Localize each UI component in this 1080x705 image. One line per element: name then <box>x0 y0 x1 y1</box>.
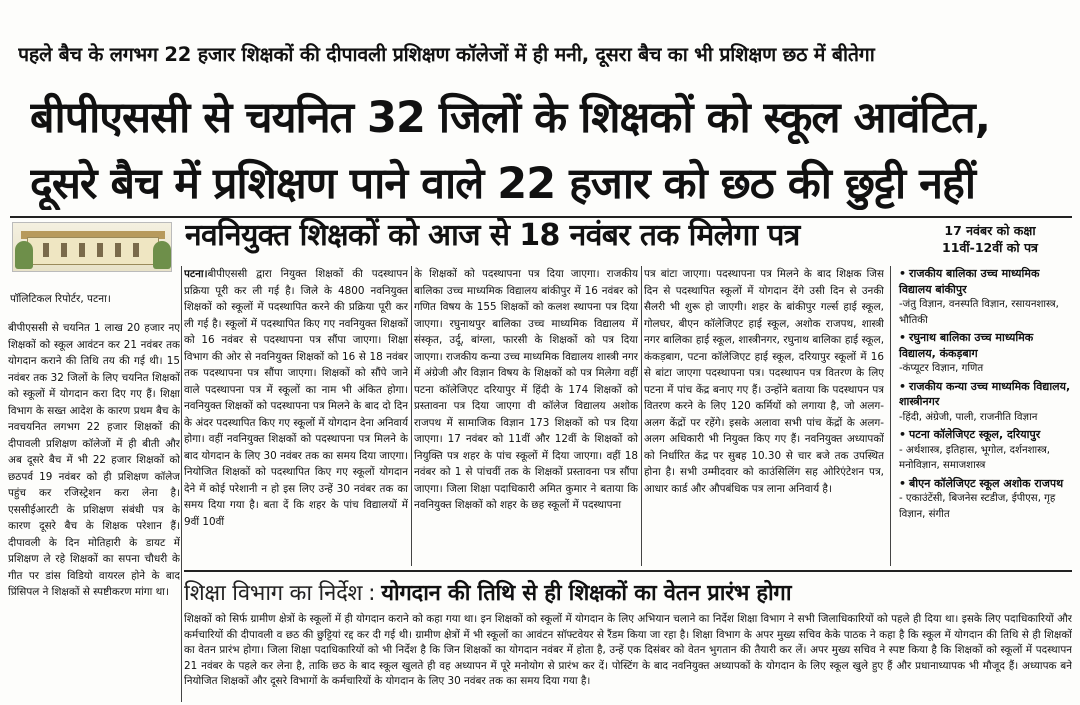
column-divider <box>181 266 182 702</box>
sidebar-schools-list <box>890 266 1072 566</box>
school-subjects: - एकाउंटेंसी, बिजनेस स्टडीज, ईपीएस, गृह विज्ञान, संगीत <box>899 493 1056 520</box>
school-subjects: -कंप्यूटर विज्ञान, गणित <box>899 363 984 374</box>
school-name: राजकीय बालिका उच्च माध्यमिक विद्यालय बांकीपुर <box>899 267 1040 296</box>
bullet-icon: • <box>899 379 907 393</box>
byline: पॉलिटिकल रिपोर्टर, पटना। <box>10 293 111 305</box>
sidebar-title-line-2: 11वीं-12वीं को पत्र <box>942 240 1038 255</box>
sidebar-list-item <box>899 427 1072 474</box>
sidebar-list-item <box>899 330 1072 377</box>
sidebar-list-item <box>899 379 1072 426</box>
building-window <box>79 243 85 257</box>
school-name: रघुनाथ बालिका उच्च माध्यमिक विद्यालय, कंकड़बाग <box>899 331 1034 360</box>
bullet-icon: • <box>899 267 907 280</box>
kicker-headline: पहले बैच के लगभग 22 हजार शिक्षकों की दीपावली प्रशिक्षण कॉलेजों में ही मनी, दूसरा बैच का भी प्रशिक्षण छठ में बीतेगा <box>18 43 875 66</box>
school-building-photo <box>12 222 172 272</box>
building-window <box>115 243 121 257</box>
tree-shape <box>15 241 33 269</box>
section-divider <box>184 570 1072 572</box>
column-divider <box>641 266 642 566</box>
article-column-3 <box>414 266 638 566</box>
sidebar-title <box>910 222 1070 260</box>
section-label: शिक्षा विभाग का निर्देश <box>184 581 363 606</box>
school-subjects: - अर्थशास्त्र, इतिहास, भूगोल, दर्शनशास्त्र, मनोविज्ञान, समाजशास्त्र <box>899 444 1050 471</box>
sidebar-title-line-1: 17 नवंबर को कक्षा <box>944 223 1036 238</box>
section-body <box>184 612 1072 702</box>
dateline: पटना। <box>184 268 208 280</box>
column-1-text: बीपीएससी से चयनित 1 लाख 20 हजार नए शिक्षकों को स्कूल आवंटन कर 21 नवंबर तक योगदान कराने की तिथि तय की गई थी। 15 नवंबर तक 32 जिलों के लिए चयनित शिक्षकों को स्कूलों में योगदान करा दिए गए हैं। शिक्षा विभाग के सख्त आदेश के कारण प्रथम बैच के नवचयनित लगभग 22 हजार शिक्षकों की दीपावली प्रशिक्षण कॉलेजों में ही बीती और अब दूसरे बैच में भी 22 हजार शिक्षकों को छठपर्व 19 नवंबर को ही प्रशिक्षण कॉलेज पहुंच कर रजिस्ट्रेशन करा लेना है। एससीईआरटी के प्रशिक्षण संबंधी पत्र के कारण दूसरे बैच के शिक्षक परेशान हैं। दीपावली के दिन मोतिहारी के डायट में प्रशिक्षण ले रहे शिक्षकों का सपना चौधरी के गीत पर डांस विडियो वायरल होने के बाद प्रिंसिपल ने शिक्षकों से स्पष्टीकरण मांगा था। <box>8 322 180 598</box>
column-4-text: पत्र बांटा जाएगा। पदस्थापना पत्र मिलने के बाद शिक्षक जिस दिन से पदस्थापित स्कूलों में योगदान देंगे उसी दिन से उनकी सैलरी भी शुरू हो जाएगी। शहर के बांकीपुर गर्ल्स हाई स्कूल, गोलघर, बीएन कॉलेजिएट हाई स्कूल, अशोक राजपथ, शास्त्री नगर बालिका हाई स्कूल, शास्त्रीनगर, रघुनाथ बालिका हाई स्कूल, कंकड़बाग, पटना कॉलेजिएट हाई स्कूल, दरियापुर स्कूलों में 16 से बांटा जाएगा पदस्थापना पत्र। पदस्थापन पत्र वितरण के लिए पटना में पांच केंद्र बनाए गए हैं। उन्होंने बताया कि पदस्थापन पत्र वितरण करने के लिए 120 कर्मियों को लगाया है, जो अलग-अलग केंद्रों पर रहेंगे। इसके अलावा सभी पांच केंद्रों के अलग-अलग अधिकारी भी नियुक्त किए गए हैं। नवनियुक्त अध्यापकों को निर्धारित केंद्र पर सुबह 10.30 से चार बजे तक उपस्थित होना है। सभी उम्मीदवार को काउंसिलिंग सह ओरिएंटेशन पत्र, आधार कार्ड और औपबंधिक पत्र लाना अनिवार्य है। <box>644 268 884 495</box>
column-3-text: के शिक्षकों को पदस्थापना पत्र दिया जाएगा। राजकीय बालिका उच्च माध्यमिक विद्यालय बांकीपुर में 16 नवंबर को गणित विषय के 155 शिक्षकों को कलश स्थापना पत्र दिया जाएगा। रघुनाथपुर बालिका उच्च माध्यमिक विद्यालय में संस्कृत, उर्दू, बांग्ला, फारसी के शिक्षकों को पत्र दिया जाएगा। राजकीय कन्या उच्च माध्यमिक विद्यालय शास्त्री नगर में अंग्रेजी और विज्ञान विषय के शिक्षकों को पत्र मिलेगा वहीं पटना कॉलेजिएट दरियापुर में हिंदी के 174 शिक्षकों को प्रस्तावना पत्र दिया जाएगा वी कॉलेज विद्यालय अशोक राजपथ में सामाजिक विज्ञान 173 शिक्षकों को पत्र दिया जाएगा। 17 नवंबर को 11वीं और 12वीं के शिक्षकों को नियुक्ति पत्र शहर के पांच स्कूलों में दिया जाएगा। वहीं 18 नवंबर को 1 से पांचवीं तक के शिक्षकों प्रस्तावना पत्र सौंपा जाएगा। जिला शिक्षा पदाधिकारी अमित कुमार ने बताया कि नवनियुक्त शिक्षकों को शहर के छह स्कूलों में पदस्थापना <box>414 268 638 511</box>
building-window <box>97 243 103 257</box>
section-heading <box>184 577 1072 607</box>
school-subjects: -जंतु विज्ञान, वनस्पति विज्ञान, रसायनशास्त्र, भौतिकी <box>899 299 1059 326</box>
article-column-1 <box>8 320 180 700</box>
building-window <box>61 243 67 257</box>
school-name: पटना कॉलेजिएट स्कूल, दरियापुर <box>909 428 1041 441</box>
bullet-icon: • <box>899 476 907 490</box>
school-subjects: -हिंदी, अंग्रेजी, पाली, राजनीति विज्ञान <box>899 411 1038 423</box>
building-window <box>133 243 139 257</box>
article-column-4 <box>644 266 884 566</box>
tree-shape <box>153 241 171 269</box>
sidebar-list-item <box>899 266 1072 328</box>
sub-headline: नवनियुक्त शिक्षकों को आज से 18 नवंबर तक मिलेगा पत्र <box>185 218 800 253</box>
section-text: शिक्षकों को सिर्फ ग्रामीण क्षेत्रों के स्कूलों में ही योगदान कराने को कहा गया था। इन शिक्षकों को स्कूलों में योगदान के लिए अभियान चलाने का निर्देश शिक्षा विभाग ने सभी जिलाधिकारियों को पहले ही दिया था। इसके लिए पदाधिकारियों और कर्मचारियों की दीपावली व छठ की छुट्टियां रद्द कर दी गई थी। ग्रामीण क्षेत्रों में भी स्कूलों का आवंटन सॉफ्टवेयर से रैंडम किया जा रहा है। शिक्षा विभाग के अपर मुख्य सचिव केके पाठक ने कहा है कि स्कूल में योगदान की तिथि से ही शिक्षकों का वेतन प्रारंभ होगा। जिला शिक्षा पदाधिकारियों को भी निर्देश है कि जिन शिक्षकों का योगदान नवंबर में होता है, उन्हें एक दिसंबर को वेतन भुगतान की तैयारी कर लें। अपर मुख्य सचिव ने स्पष्ट किया है कि शिक्षकों को स्कूलों में पदस्थापन 21 नवंबर के पहले कर लेना है, ताकि छठ के बाद स्कूल खुलते ही वह अध्यापन में पूरे मनोयोग से प्रारंभ कर दें। पोस्टिंग के बाद नवनियुक्त अध्यापकों के योगदान के लिए स्कूल खुले हुए हैं और प्रधानाध्यापक भी मौजूद हैं। अध्यापक बने नियोजित शिक्षकों और दूसरे विभागों के कर्मचारियों के योगदान के लिए 30 नवंबर तक का समय दिया गया है। <box>184 613 1072 688</box>
section-title: योगदान की तिथि से ही शिक्षकों का वेतन प्रारंभ होगा <box>381 581 792 606</box>
school-name: बीएन कॉलेजिएट स्कूल अशोक राजपथ <box>909 476 1064 490</box>
building-window <box>43 243 49 257</box>
section-colon: : <box>368 581 376 606</box>
bullet-icon: • <box>899 428 907 441</box>
column-2-text: बीपीएससी द्वारा नियुक्त शिक्षकों की पदस्थापन प्रक्रिया पूरी कर ली गई है। जिले के 4800 नवनियुक्त शिक्षकों को स्कूलों में पदस्थापित करने की प्रक्रिया पूरी कर ली गई है। स्कूलों में पदस्थापित किए गए नवनियुक्त शिक्षकों को 16 नवंबर से पदस्थापना पत्र सौंपा जाएगा। शिक्षा विभाग की ओर से नवनियुक्त शिक्षकों को 16 से 18 नवंबर तक पदस्थापना पत्र सौंपा जाएगा। शिक्षकों को सौंपे जाने वाले पदस्थापना पत्र में स्कूलों का नाम भी अंकित होगा। नवनियुक्त शिक्षकों को पदस्थापना पत्र मिलने के बाद दो दिन के अंदर पदस्थापित किए गए स्कूलों में योगदान देना अनिवार्य होगा। वहीं नवनियुक्त शिक्षकों को पदस्थापना पत्र मिलने के बाद योगदान के लिए 30 नवंबर तक का समय दिया जाएगा। नियोजित शिक्षकों को पदस्थापित किए गए स्कूलों योगदान देने में कोई परेशानी न हो इस लिए उन्हें 30 नवंबर तक का समय दिया गया है। बता दें कि शहर के पांच विद्यालयों में 9वीं 10वीं <box>184 268 408 528</box>
sidebar-list-item <box>899 476 1072 523</box>
main-headline-line-1: बीपीएससी से चयनित 32 जिलों के शिक्षकों को स्कूल आवंटित, <box>30 93 990 143</box>
bullet-icon: • <box>899 331 907 344</box>
main-headline-line-2: दूसरे बैच में प्रशिक्षण पाने वाले 22 हजार को छठ की छुट्टी नहीं <box>30 159 975 209</box>
article-column-2 <box>184 266 408 566</box>
column-divider <box>411 266 412 566</box>
school-name: राजकीय कन्या उच्च माध्यमिक विद्यालय, शास्त्रीनगर <box>899 379 1071 408</box>
